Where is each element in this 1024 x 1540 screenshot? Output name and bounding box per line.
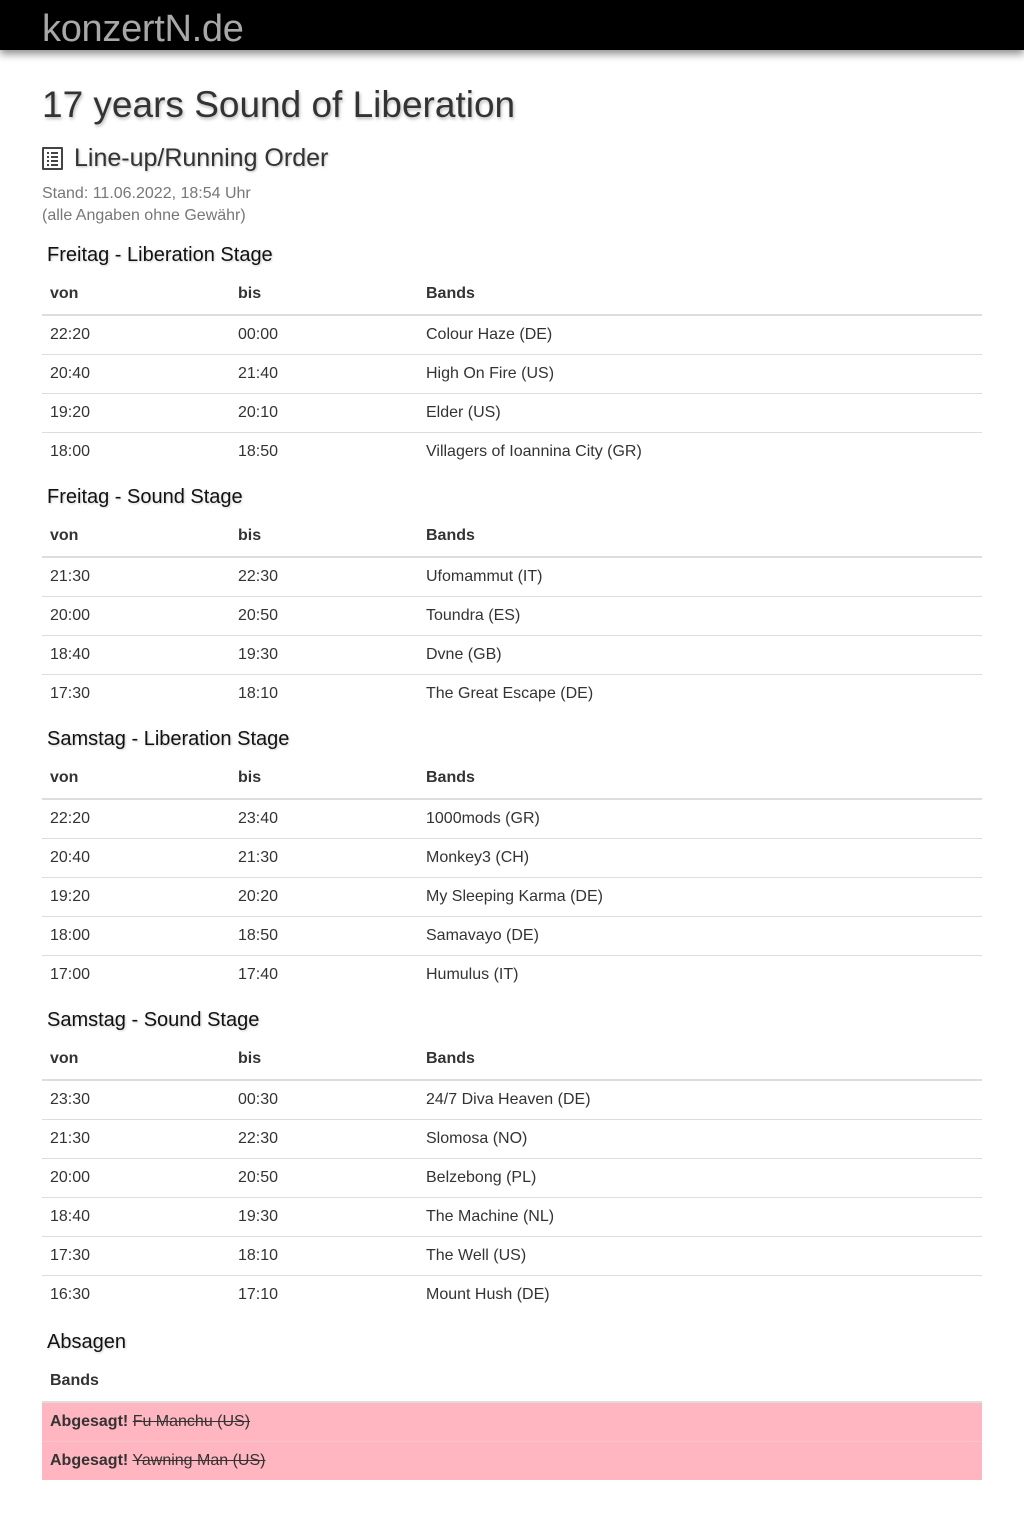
top-navbar <box>0 0 1024 50</box>
start-time: 20:00 <box>42 597 230 636</box>
start-time: 19:20 <box>42 394 230 433</box>
end-time: 22:30 <box>230 1120 418 1159</box>
end-time: 00:30 <box>238 1091 279 1108</box>
table-row <box>42 557 982 597</box>
band-name: The Well (US) <box>418 1237 982 1276</box>
end-time: 19:30 <box>230 1198 418 1237</box>
stage-title: Freitag - Sound Stage <box>47 486 243 508</box>
column-header-bis: bis <box>230 515 418 557</box>
band-name: Villagers of Ioannina City (GR) <box>418 433 982 472</box>
stand-timestamp: Stand: 11.06.2022, 18:54 Uhr <box>42 185 251 202</box>
cancelled-label: Abgesagt! <box>50 1452 129 1469</box>
table-header-row <box>42 1360 982 1402</box>
table-row <box>42 956 982 995</box>
end-time: 00:00 <box>238 326 279 343</box>
column-header-von: von <box>42 515 230 557</box>
stage-title: Samstag - Liberation Stage <box>47 728 290 750</box>
table-row <box>42 1198 982 1237</box>
table-row <box>42 636 982 675</box>
start-time: 20:40 <box>42 839 230 878</box>
cancellations-table <box>42 1360 982 1480</box>
end-time: 17:10 <box>230 1276 418 1315</box>
end-time: 19:30 <box>230 636 418 675</box>
start-time: 16:30 <box>42 1276 230 1315</box>
start-time: 20:00 <box>42 1159 230 1198</box>
end-time: 23:40 <box>238 810 279 827</box>
start-time: 21:30 <box>50 568 91 585</box>
start-time: 21:30 <box>42 1120 230 1159</box>
table-row <box>42 394 982 433</box>
end-time: 21:30 <box>230 839 418 878</box>
start-time: 18:40 <box>42 1198 230 1237</box>
column-header-von: von <box>42 1038 230 1080</box>
start-time: 22:20 <box>50 326 91 343</box>
table-row <box>42 1276 982 1315</box>
band-name: 1000mods (GR) <box>426 810 540 827</box>
end-time: 20:50 <box>230 597 418 636</box>
column-header-bis: bis <box>230 757 418 799</box>
end-time: 20:50 <box>230 1159 418 1198</box>
band-name: Mount Hush (DE) <box>418 1276 982 1315</box>
start-time: 18:00 <box>42 917 230 956</box>
start-time: 17:30 <box>42 675 230 714</box>
table-header-row <box>42 273 982 315</box>
band-name: High On Fire (US) <box>418 355 982 394</box>
brand-logo-link[interactable]: konzertN.de <box>42 8 244 50</box>
band-name: Ufomammut (IT) <box>426 568 543 585</box>
table-row <box>42 433 982 472</box>
band-name: Slomosa (NO) <box>418 1120 982 1159</box>
end-time: 20:10 <box>230 394 418 433</box>
list-alt-icon <box>42 147 63 170</box>
table-row <box>42 917 982 956</box>
running-order-table <box>42 1038 982 1314</box>
stage-section <box>42 483 982 713</box>
table-row <box>42 1159 982 1198</box>
end-time: 17:40 <box>230 956 418 995</box>
cancelled-cell <box>42 1402 982 1442</box>
table-header-row <box>42 515 982 557</box>
cancellations-title: Absagen <box>47 1331 126 1353</box>
band-name: Colour Haze (DE) <box>426 326 553 343</box>
band-name: My Sleeping Karma (DE) <box>418 878 982 917</box>
cancelled-cell <box>42 1442 982 1481</box>
cancellations-section <box>42 1328 982 1480</box>
band-name: 24/7 Diva Heaven (DE) <box>426 1091 591 1108</box>
column-header-bands: Bands <box>418 757 982 799</box>
start-time: 22:20 <box>50 810 91 827</box>
lineup-heading-text: Line-up/Running Order <box>74 144 329 172</box>
table-row <box>42 597 982 636</box>
disclaimer: (alle Angaben ohne Gewähr) <box>42 207 246 224</box>
band-name: Elder (US) <box>418 394 982 433</box>
running-order-table <box>42 273 982 471</box>
start-time: 18:40 <box>42 636 230 675</box>
stage-section <box>42 725 982 994</box>
stage-section <box>42 241 982 471</box>
column-header-bands: Bands <box>418 273 982 315</box>
end-time: 21:40 <box>230 355 418 394</box>
start-time: 23:30 <box>50 1091 91 1108</box>
stage-title: Samstag - Sound Stage <box>47 1009 260 1031</box>
column-header-bis: bis <box>230 1038 418 1080</box>
end-time: 18:10 <box>230 675 418 714</box>
table-row <box>42 675 982 714</box>
band-name: Humulus (IT) <box>418 956 982 995</box>
band-name: Belzebong (PL) <box>418 1159 982 1198</box>
end-time: 18:10 <box>230 1237 418 1276</box>
cancelled-row <box>42 1402 982 1442</box>
table-header-row <box>42 757 982 799</box>
column-header-bands: Bands <box>418 515 982 557</box>
start-time: 18:00 <box>42 433 230 472</box>
column-header-bis: bis <box>230 273 418 315</box>
start-time: 19:20 <box>42 878 230 917</box>
start-time: 17:30 <box>42 1237 230 1276</box>
end-time: 22:30 <box>238 568 279 585</box>
running-order-table <box>42 757 982 994</box>
column-header-von: von <box>42 757 230 799</box>
start-time: 17:00 <box>42 956 230 995</box>
cancelled-label: Abgesagt! <box>50 1413 129 1430</box>
table-row <box>42 799 982 839</box>
page-title: 17 years Sound of Liberation <box>42 84 516 125</box>
cancelled-band: Yawning Man (US) <box>132 1452 266 1469</box>
band-name: Toundra (ES) <box>418 597 982 636</box>
band-name: The Machine (NL) <box>418 1198 982 1237</box>
band-name: Samavayo (DE) <box>418 917 982 956</box>
stand-info <box>42 183 982 227</box>
running-order-table <box>42 515 982 713</box>
cancelled-band: Fu Manchu (US) <box>132 1413 251 1430</box>
start-time: 20:40 <box>42 355 230 394</box>
table-row <box>42 1080 982 1120</box>
table-row <box>42 1120 982 1159</box>
table-row <box>42 1237 982 1276</box>
lineup-heading <box>42 142 982 174</box>
band-name: Dvne (GB) <box>418 636 982 675</box>
table-header-row <box>42 1038 982 1080</box>
table-row <box>42 839 982 878</box>
band-name: Monkey3 (CH) <box>418 839 982 878</box>
end-time: 18:50 <box>230 917 418 956</box>
column-header-bands: Bands <box>42 1360 982 1402</box>
end-time: 20:20 <box>230 878 418 917</box>
cancelled-row <box>42 1442 982 1481</box>
band-name: The Great Escape (DE) <box>418 675 982 714</box>
column-header-bands: Bands <box>418 1038 982 1080</box>
main-content <box>42 82 982 1480</box>
table-row <box>42 878 982 917</box>
stage-title: Freitag - Liberation Stage <box>47 244 273 266</box>
column-header-von: von <box>42 273 230 315</box>
table-row <box>42 315 982 355</box>
end-time: 18:50 <box>230 433 418 472</box>
table-row <box>42 355 982 394</box>
stage-section <box>42 1006 982 1314</box>
